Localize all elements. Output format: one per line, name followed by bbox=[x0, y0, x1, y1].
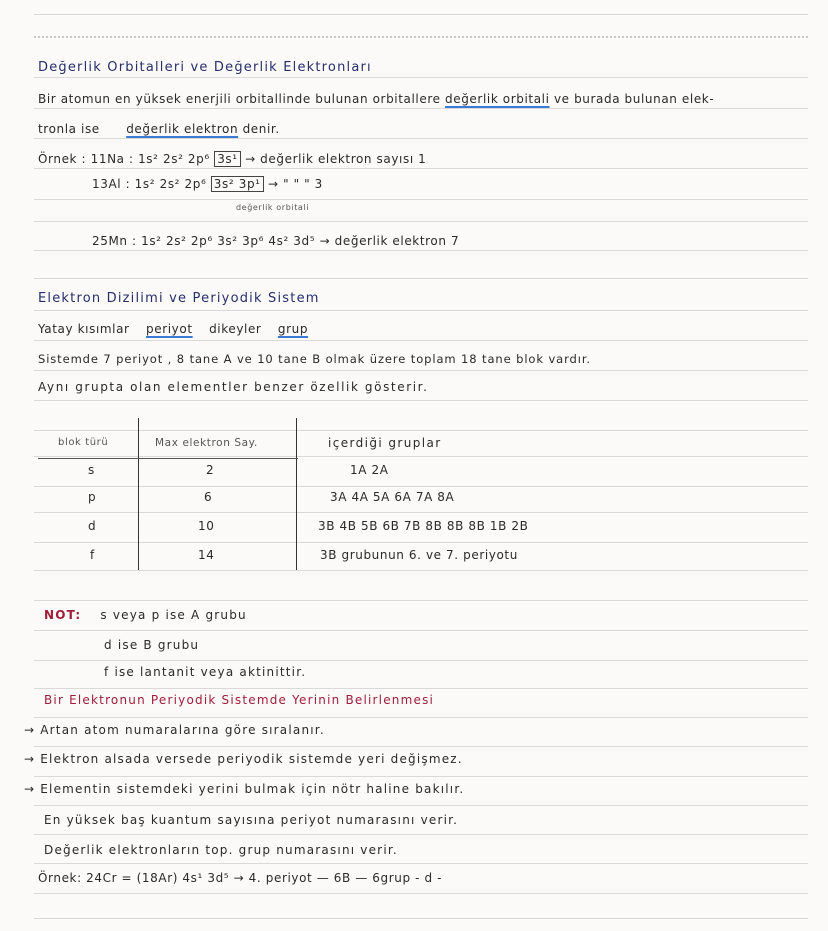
table-divider bbox=[296, 418, 297, 570]
section-title-position: Bir Elektronun Periyodik Sistemde Yerinin Belirlenmesi bbox=[44, 693, 435, 707]
ruled-line bbox=[34, 486, 808, 487]
ruled-line bbox=[34, 108, 808, 109]
section-title-valence: Değerlik Orbitalleri ve Değerlik Elektronları bbox=[38, 60, 372, 75]
definition-line-2 bbox=[38, 121, 280, 137]
al-configuration: 13Al : 1s² 2s² 2p⁶ bbox=[92, 177, 207, 191]
section-title-periodic: Elektron Dizilimi ve Periyodik Sistem bbox=[38, 291, 320, 306]
ruled-line bbox=[34, 168, 808, 169]
row-col-line bbox=[38, 321, 308, 337]
na-result: → değerlik elektron sayısı 1 bbox=[245, 152, 427, 166]
note-text: s veya p ise A grubu bbox=[100, 608, 247, 622]
table-row-max: 10 bbox=[198, 519, 215, 533]
table-row-block: s bbox=[88, 463, 95, 477]
ruled-line bbox=[34, 370, 808, 371]
ruled-line bbox=[34, 542, 808, 543]
definition-text: ve burada bulunan elek- bbox=[553, 92, 715, 106]
definition-text: tronla ise bbox=[38, 122, 100, 136]
table-row-groups: 3B grubunun 6. ve 7. periyotu bbox=[320, 548, 518, 562]
note-line-3: f ise lantanit veya aktinittir. bbox=[104, 665, 307, 679]
quantum-line: En yüksek baş kuantum sayısına periyot numarasını verir. bbox=[44, 813, 459, 827]
term-group: grup bbox=[277, 322, 309, 336]
bullet-1: → Artan atom numaralarına göre sıralanır. bbox=[24, 723, 325, 737]
ruled-line bbox=[34, 278, 808, 279]
table-row-groups: 3B 4B 5B 6B 7B 8B 8B 8B 1B 2B bbox=[318, 519, 529, 533]
page-top-dotted-line bbox=[34, 36, 808, 38]
example-na bbox=[38, 151, 426, 167]
ruled-line bbox=[34, 430, 808, 431]
table-row-groups: 3A 4A 5A 6A 7A 8A bbox=[330, 490, 455, 504]
ruled-line bbox=[34, 310, 808, 311]
system-line: Sistemde 7 periyot , 8 tane A ve 10 tane B olmak üzere toplam 18 tane blok vardır. bbox=[38, 352, 591, 366]
ruled-line bbox=[34, 221, 808, 222]
ruled-line bbox=[34, 250, 808, 251]
ruled-line bbox=[34, 138, 808, 139]
ruled-line bbox=[34, 660, 808, 661]
ruled-line bbox=[34, 600, 808, 601]
definition-line-1 bbox=[38, 91, 714, 107]
note-label: NOT: bbox=[44, 608, 82, 622]
ruled-line bbox=[34, 805, 808, 806]
example-cr: Örnek: 24Cr = (18Ar) 4s¹ 3d⁵ → 4. periyot — 6B — 6grup - d - bbox=[38, 871, 443, 885]
vertical-label: dikeyler bbox=[209, 322, 262, 336]
ruled-line bbox=[34, 717, 808, 718]
bullet-2: → Elektron alsada versede periyodik sistemde yeri değişmez. bbox=[24, 752, 463, 766]
ruled-line bbox=[34, 199, 808, 200]
ruled-line bbox=[34, 746, 808, 747]
al-valence-box: 3s² 3p¹ bbox=[211, 176, 264, 192]
term-period: periyot bbox=[146, 322, 193, 336]
ruled-line bbox=[34, 456, 808, 457]
al-box-caption: değerlik orbitali bbox=[236, 203, 310, 212]
valence-group-line: Değerlik elektronların top. grup numarasını verir. bbox=[44, 843, 398, 857]
same-group-line: Aynı grupta olan elementler benzer özellik gösterir. bbox=[38, 380, 429, 394]
table-row-block: p bbox=[88, 490, 97, 504]
table-header-max: Max elektron Say. bbox=[155, 437, 258, 449]
table-row-block: d bbox=[88, 519, 97, 533]
note-line-2: d ise B grubu bbox=[104, 638, 200, 652]
definition-text: Bir atomun en yüksek enerjili orbitallinde bulunan orbitallere bbox=[38, 92, 441, 106]
table-row-groups: 1A 2A bbox=[350, 463, 389, 477]
ruled-line bbox=[34, 776, 808, 777]
table-row-max: 2 bbox=[206, 463, 215, 477]
example-label: Örnek : bbox=[38, 152, 87, 166]
ruled-line bbox=[34, 570, 808, 571]
example-mn: 25Mn : 1s² 2s² 2p⁶ 3s² 3p⁶ 4s² 3d⁵ → değerlik elektron 7 bbox=[92, 234, 460, 248]
ruled-line bbox=[34, 834, 808, 835]
na-configuration: 11Na : 1s² 2s² 2p⁶ bbox=[90, 152, 210, 166]
ruled-line bbox=[34, 77, 808, 78]
definition-text: denir. bbox=[242, 122, 280, 136]
ruled-line bbox=[34, 512, 808, 513]
ruled-line bbox=[34, 688, 808, 689]
term-valence-orbital: değerlik orbitali bbox=[445, 92, 550, 106]
ruled-line bbox=[34, 340, 808, 341]
ruled-line bbox=[34, 918, 808, 919]
table-row-max: 14 bbox=[198, 548, 215, 562]
table-row-max: 6 bbox=[204, 490, 213, 504]
ruled-line bbox=[34, 400, 808, 401]
note-line-1 bbox=[44, 607, 247, 623]
ruled-line bbox=[34, 14, 808, 15]
al-result: → " " " 3 bbox=[268, 177, 323, 191]
example-al bbox=[92, 176, 323, 192]
bullet-3: → Elementin sistemdeki yerini bulmak için nötr haline bakılır. bbox=[24, 782, 465, 796]
table-header-block: blok türü bbox=[58, 437, 109, 448]
table-row-block: f bbox=[90, 548, 95, 562]
horizontal-label: Yatay kısımlar bbox=[38, 322, 130, 336]
na-valence-box: 3s¹ bbox=[214, 151, 241, 167]
ruled-line bbox=[34, 893, 808, 894]
ruled-line bbox=[34, 863, 808, 864]
table-header-groups: içerdiği gruplar bbox=[328, 436, 442, 450]
table-header-rule bbox=[38, 458, 298, 459]
table-divider bbox=[138, 418, 139, 570]
ruled-line bbox=[34, 630, 808, 631]
term-valence-electron: değerlik elektron bbox=[126, 122, 239, 136]
